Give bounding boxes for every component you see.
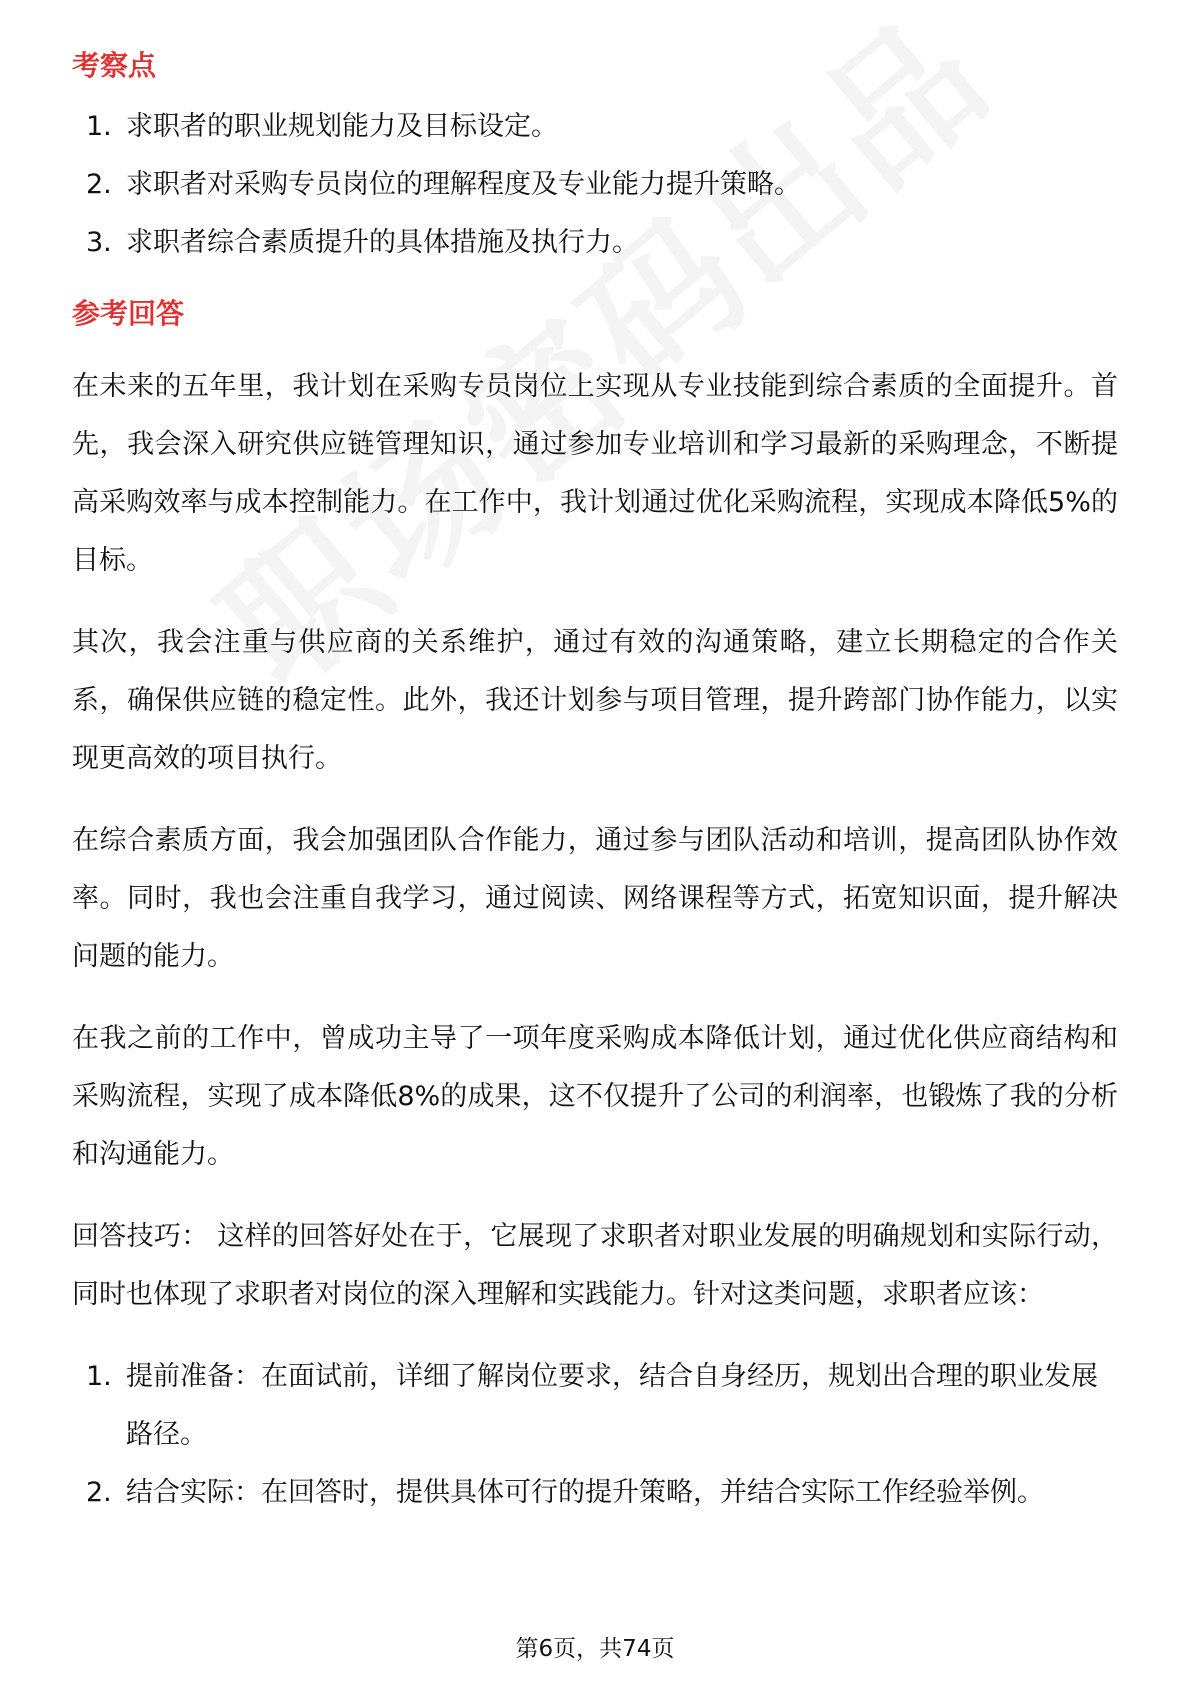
list-number: 1.: [86, 111, 112, 142]
list-item-text: 提前准备：在面试前，详细了解岗位要求，结合自身经历，规划出合理的职业发展路径。: [126, 1361, 1098, 1450]
list-item-text: 求职者的职业规划能力及目标设定。: [126, 111, 558, 142]
list-number: 2.: [86, 169, 112, 200]
page-footer: 第6页，共74页: [515, 1636, 675, 1662]
list-item: [72, 156, 1118, 214]
section-title-kaocha: 考察点: [72, 49, 157, 82]
list-item: [72, 98, 1118, 156]
list-number: 2.: [86, 1477, 112, 1508]
list-item: [72, 214, 1118, 272]
list-number: 1.: [86, 1361, 112, 1392]
list-item-text: 求职者综合素质提升的具体措施及执行力。: [126, 227, 639, 258]
list-number: 3.: [86, 227, 112, 258]
list-item-text: 结合实际：在回答时，提供具体可行的提升策略，并结合实际工作经验举例。: [126, 1477, 1044, 1508]
tips-list: [72, 1348, 1118, 1522]
list-item-text: 求职者对采购专员岗位的理解程度及专业能力提升策略。: [126, 169, 801, 200]
answer-paragraph-3: 在综合素质方面，我会加强团队合作能力，通过参与团队活动和培训，提高团队协作效率。同时，我也会注重自我学习，通过阅读、网络课程等方式，拓宽知识面，提升解决问题的能力。: [72, 825, 1118, 972]
list-item: [72, 1464, 1118, 1522]
list-item: [72, 1348, 1118, 1464]
answer-tips-intro: 回答技巧： 这样的回答好处在于，它展现了求职者对职业发展的明确规划和实际行动，同时也体现了求职者对岗位的深入理解和实践能力。针对这类问题，求职者应该：: [72, 1221, 1118, 1310]
answer-paragraph-4: 在我之前的工作中，曾成功主导了一项年度采购成本降低计划，通过优化供应商结构和采购流程，实现了成本降低8%的成果，这不仅提升了公司的利润率，也锻炼了我的分析和沟通能力。: [72, 1023, 1118, 1170]
answer-paragraph-2: 其次，我会注重与供应商的关系维护，通过有效的沟通策略，建立长期稳定的合作关系，确保供应链的稳定性。此外，我还计划参与项目管理，提升跨部门协作能力，以实现更高效的项目执行。: [72, 627, 1118, 774]
page-content: [72, 46, 1118, 1522]
kaocha-list: [72, 98, 1118, 272]
answer-paragraph-1: 在未来的五年里，我计划在采购专员岗位上实现从专业技能到综合素质的全面提升。首先，我会深入研究供应链管理知识，通过参加专业培训和学习最新的采购理念，不断提高采购效率与成本控制能力。在工作中，我计划通过优化采购流程，实现成本降低5%的目标。: [72, 371, 1118, 576]
section-title-answer: 参考回答: [72, 297, 185, 330]
